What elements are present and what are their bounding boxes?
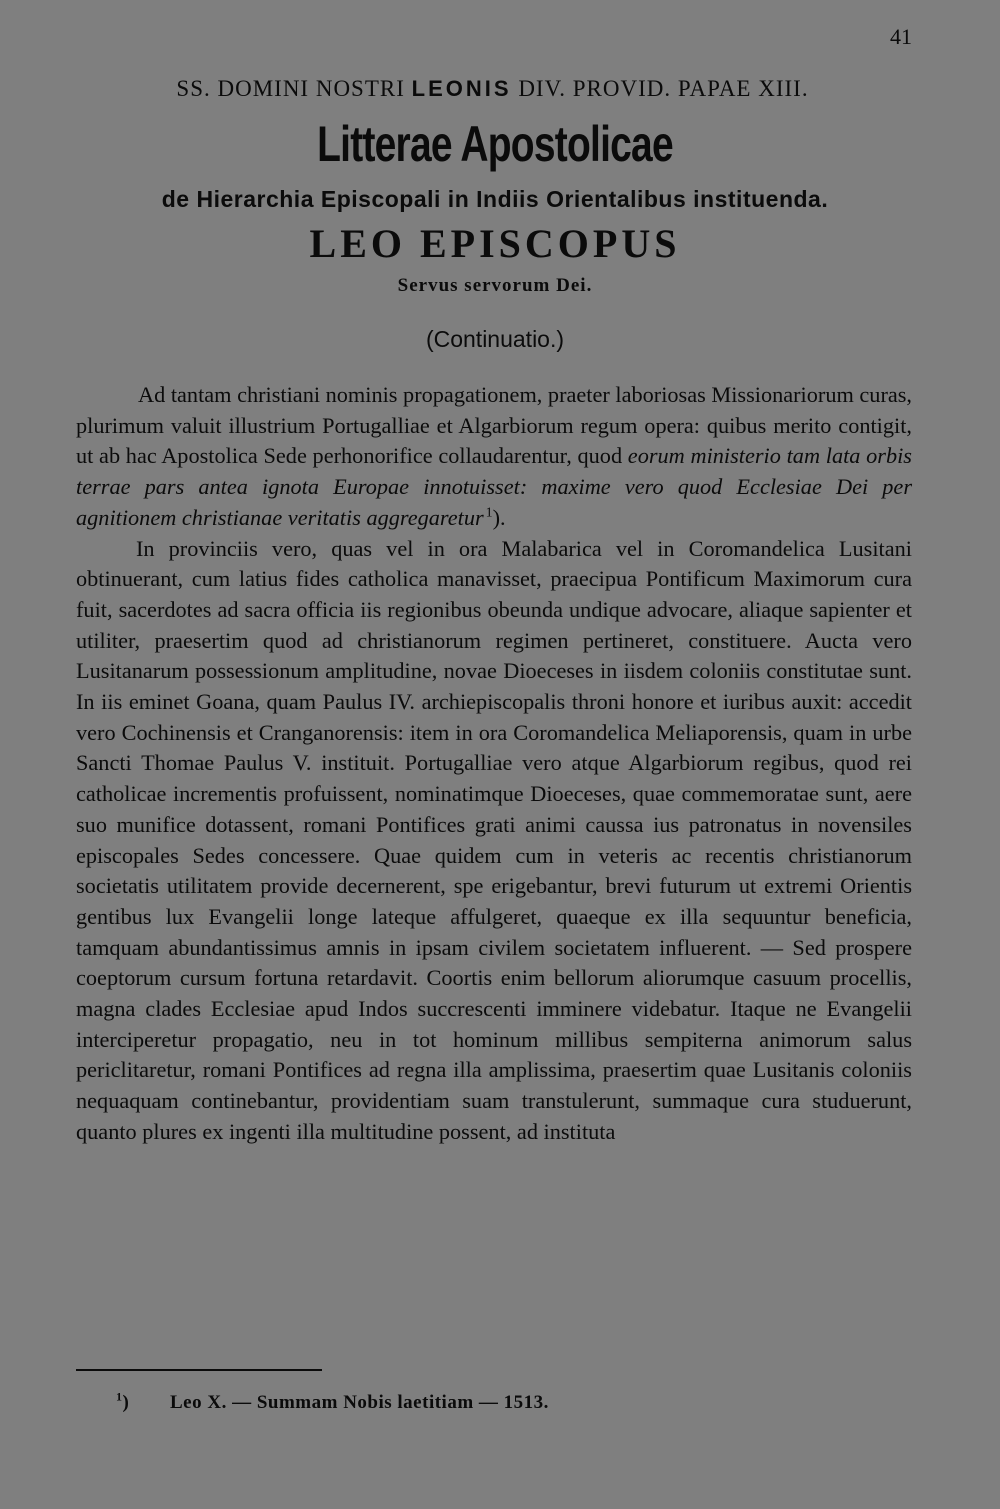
document-servus: Servus servorum Dei. (397, 275, 593, 296)
continuation-note: (Continuatio.) (425, 326, 565, 352)
footnote-text: Leo X. — Summam Nobis laetitiam — 1513. (170, 1392, 549, 1413)
paragraph-1-quote: eorum ministerio tam lata orbis terrae pars antea ignota Europae innotuisset: maxime vero quod Ecclesiae Dei per agnitionem christianae veritatis aggregaretur (76, 443, 912, 530)
footnote-marker-number: 1 (116, 1389, 123, 1404)
running-head-before: SS. DOMINI NOSTRI (176, 76, 412, 101)
footnote (118, 1391, 549, 1415)
paragraph-2: In provinciis vero, quas vel in ora Malabarica vel in Coromandelica Lusitani obtinuerant, cum latius fides catholica manavisset, praecipua Pontificum Maximorum cura fuit, sacerdotes ad sacra officia iis regionibus obeunda undique advocare, aliaque sapienter et utiliter, praesertim quod ad christianorum regimen pertineret, constituere. Aucta vero Lusitanarum possessionum amplitudine, novae Dioeceses in iisdem coloniis constitutae sunt. In iis eminet Goana, quam Paulus IV. archiepiscopalis throni honore et iuribus auxit: accedit vero Cochinensis et Cranganorensis: item in ora Coromandelica Meliaporensis, quam in urbe Sancti Thomae Paulus V. instituit. Portugalliae vero atque Algarbiorum regibus, quod rei catholicae incrementis profuissent, nominatimque Dioeceses, quae commemoratae sunt, aere suo munifice dotassent, romani Pontifices grati animi caussa ius patronatus in novensiles episcopales Sedes concessere. Quae quidem cum in veteris ac recentis christianorum societatis utilitatem provide decernerent, spe erigebantur, brevi futurum ut extremi Orientis gentibus lux Evangelii longe lateque affulgeret, quaeque ex illa sequuntur beneficia, tamquam abundantissimus amnis in ipsam civilem societatem influerent. — Sed prospere coeptorum cursum fortuna retardavit. Coortis enim bellorum aliorumque casuum procellis, magna clades Ecclesiae apud Indos succrescenti imminere videbatur. Itaque ne Evangelii interciperetur propagatio, neu in tot hominum millibus sempiterna animorum salus periclitaretur, romani Pontifices ad regna illa amplissima, praesertim quae Lusitanis coloniis nequaquam continebantur, providentiam suam transtulerunt, summaque cura studuerunt, quanto plures ex ingenti illa multitudine possent, ad instituta (76, 535, 912, 1144)
footnote-divider (76, 1369, 322, 1371)
running-head (0, 76, 985, 102)
paragraph-1 (76, 380, 912, 534)
paragraph-1-lead: Ad tantam christiani nominis propagationem, praeter laboriosas Missionariorum curas, plurimum valuit illustrium Portugalliae et Algarbiorum regum opera: quibus merito contigit, ut ab hac Apostolica Sede perhonorifice collaudarentur, quod (76, 382, 913, 469)
running-head-after: DIV. PROVID. PAPAE XIII. (511, 76, 809, 101)
footnote-marker-paren: ) (122, 1392, 130, 1413)
paragraph-1-tail: ). (492, 504, 506, 530)
page-number: 41 (890, 24, 912, 49)
document-subtitle: de Hierarchia Episcopali in Indiis Orientalibus instituenda. (161, 186, 829, 212)
footnote-marker (116, 1391, 129, 1415)
document-author: LEO EPISCOPUS (309, 221, 681, 266)
document-title: Litterae Apostolicae (317, 116, 673, 172)
footnote-reference: 1 (485, 505, 493, 521)
body-text (76, 380, 912, 1148)
running-head-name: LEONIS (411, 76, 512, 101)
